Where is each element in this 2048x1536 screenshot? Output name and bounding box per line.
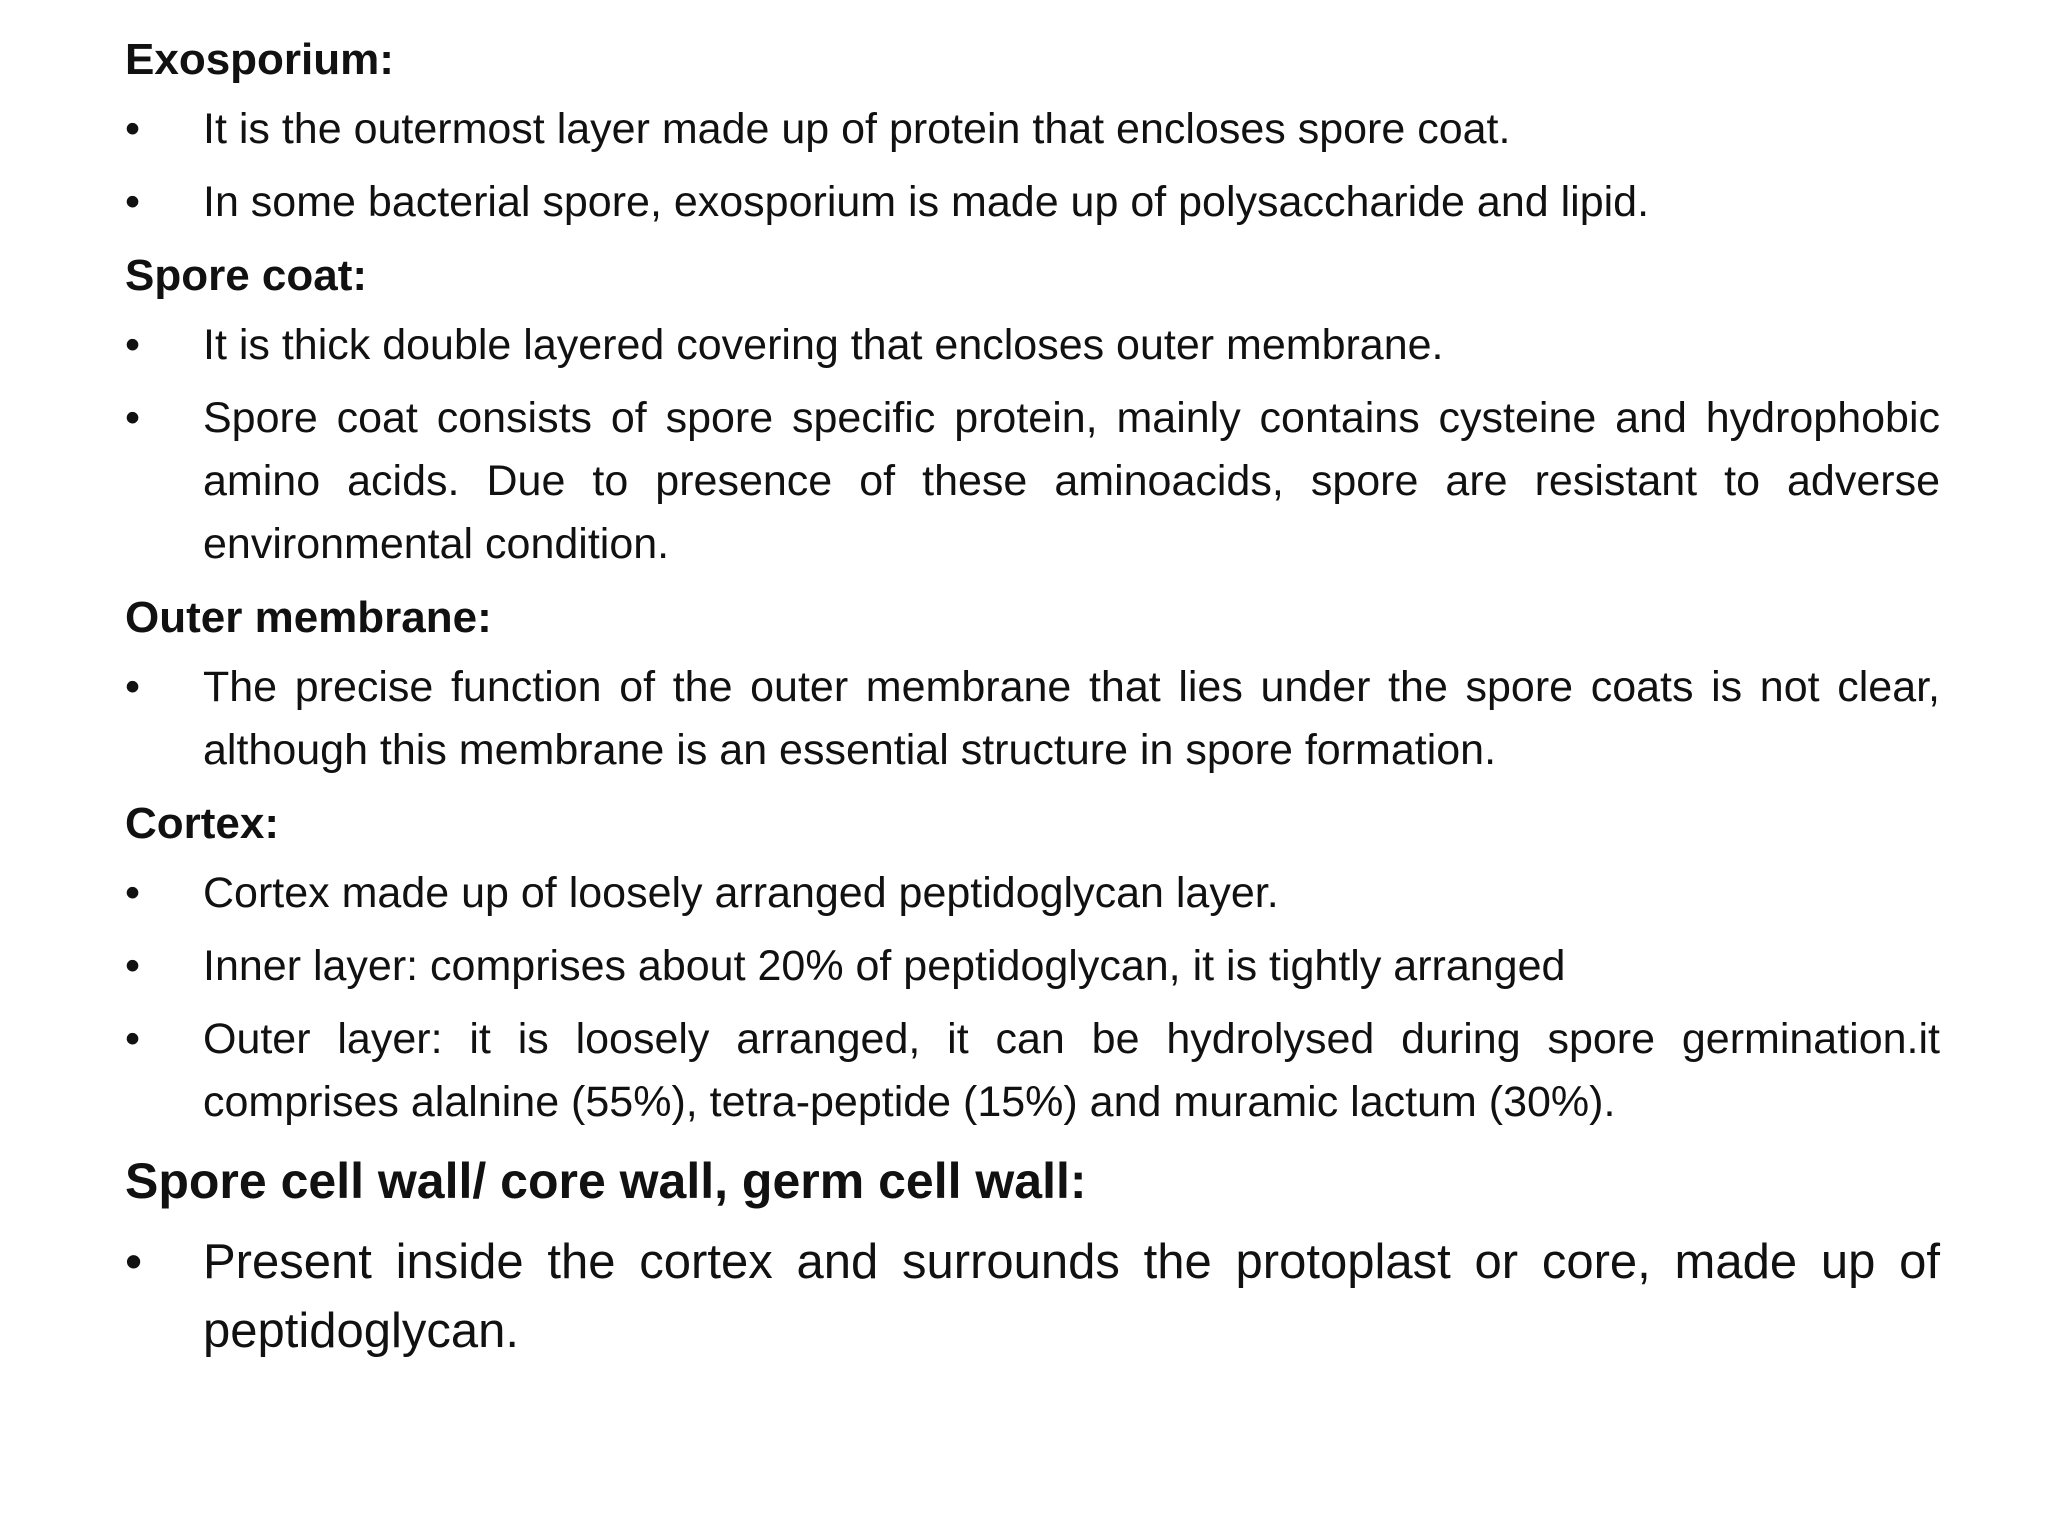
bullet-icon: •: [125, 105, 141, 153]
bullet-text: It is the outermost layer made up of protein that encloses spore coat.: [203, 105, 1511, 153]
bullet-item: [125, 387, 1940, 576]
bullet-icon: •: [125, 869, 141, 917]
section-heading: Exosporium:: [125, 35, 394, 84]
section-spore-cell-wall: [125, 1144, 1940, 1366]
bullet-icon: •: [125, 942, 141, 990]
section-spore-coat: [125, 244, 1940, 576]
bullet-icon: •: [125, 1015, 141, 1063]
section-heading: Outer membrane:: [125, 593, 492, 642]
bullet-item: [125, 1228, 1940, 1366]
bullet-list: [125, 98, 1940, 234]
bullet-text: The precise function of the outer membrane that lies under the spore coats is not clear, although this membrane is an essential structure in spore formation.: [203, 663, 1940, 774]
section-heading: Spore coat:: [125, 251, 368, 300]
bullet-item: [125, 1008, 1940, 1134]
bullet-item: [125, 656, 1940, 782]
bullet-list: [125, 314, 1940, 576]
section-heading: Cortex:: [125, 799, 280, 848]
bullet-icon: •: [125, 663, 141, 711]
bullet-text: Present inside the cortex and surrounds the protoplast or core, made up of peptidoglycan.: [203, 1235, 1940, 1358]
bullet-list: [125, 862, 1940, 1134]
bullet-item: [125, 98, 1940, 161]
section-outer-membrane: [125, 586, 1940, 782]
bullet-text: Inner layer: comprises about 20% of peptidoglycan, it is tightly arranged: [203, 942, 1566, 990]
section-exosporium: [125, 28, 1940, 234]
section-heading: Spore cell wall/ core wall, germ cell wall:: [125, 1153, 1087, 1209]
bullet-text: In some bacterial spore, exosporium is made up of polysaccharide and lipid.: [203, 178, 1650, 226]
bullet-item: [125, 314, 1940, 377]
bullet-item: [125, 862, 1940, 925]
bullet-text: Spore coat consists of spore specific protein, mainly contains cysteine and hydrophobic amino acids. Due to presence of these aminoacids, spore are resistant to adverse environmental condition.: [203, 394, 1940, 568]
bullet-item: [125, 935, 1940, 998]
bullet-list: [125, 1228, 1940, 1366]
bullet-text: Cortex made up of loosely arranged peptidoglycan layer.: [203, 869, 1279, 917]
bullet-icon: •: [125, 178, 141, 226]
slide-content: [125, 28, 1940, 1376]
section-cortex: [125, 792, 1940, 1134]
bullet-icon: •: [125, 1235, 143, 1289]
bullet-text: It is thick double layered covering that encloses outer membrane.: [203, 321, 1444, 369]
bullet-icon: •: [125, 394, 141, 442]
bullet-icon: •: [125, 321, 141, 369]
bullet-item: [125, 171, 1940, 234]
bullet-text: Outer layer: it is loosely arranged, it can be hydrolysed during spore germination.it comprises alalnine (55%), tetra-peptide (15%) and muramic lactum (30%).: [203, 1015, 1940, 1126]
bullet-list: [125, 656, 1940, 782]
